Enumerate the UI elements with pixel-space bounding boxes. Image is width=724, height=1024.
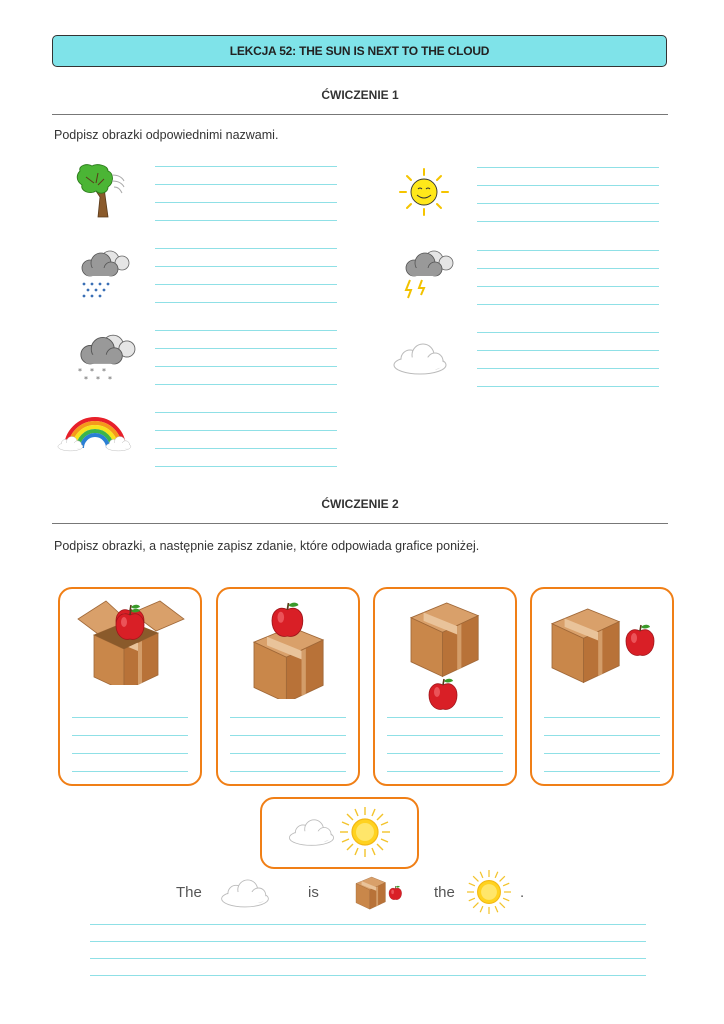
sentence-word-is: is	[308, 884, 319, 901]
answer-lines[interactable]	[155, 330, 337, 402]
answer-lines[interactable]	[155, 166, 337, 238]
apple-on-box-icon	[240, 599, 336, 699]
answer-lines[interactable]	[72, 700, 188, 772]
answer-lines[interactable]	[155, 248, 337, 320]
apple-next-to-box-icon	[544, 603, 660, 687]
example-card	[260, 797, 419, 869]
preposition-card-next-to	[530, 587, 674, 786]
exercise-2-instruction: Podpisz obrazki, a następnie zapisz zdanie, które odpowiada grafice poniżej.	[54, 539, 480, 553]
answer-lines[interactable]	[477, 250, 659, 322]
exercise-1-divider	[52, 114, 668, 115]
rainbow-icon	[56, 412, 134, 458]
svg-text:*: *	[96, 375, 100, 384]
sentence-cloud-icon	[218, 876, 274, 910]
apple-under-box-icon	[397, 599, 493, 711]
windy-tree-icon	[72, 162, 132, 220]
sentence-box-apple-icon	[354, 876, 404, 910]
svg-text:*: *	[108, 375, 112, 384]
svg-text:*: *	[90, 367, 94, 376]
exercise-1-instruction: Podpisz obrazki odpowiednimi nazwami.	[54, 128, 279, 142]
answer-lines[interactable]	[544, 700, 660, 772]
sentence-sun-icon	[466, 870, 512, 914]
exercise-2-divider	[52, 523, 668, 524]
preposition-card-on	[216, 587, 360, 786]
exercise-2-title: ĆWICZENIE 2	[321, 497, 399, 511]
answer-lines[interactable]	[477, 332, 659, 404]
answer-lines[interactable]	[230, 700, 346, 772]
sentence-answer-lines[interactable]	[90, 924, 646, 992]
lesson-title: LEKCJA 52: THE SUN IS NEXT TO THE CLOUD	[52, 35, 667, 67]
apple-in-box-icon	[76, 597, 186, 685]
svg-text:*: *	[84, 375, 88, 384]
sentence-word-the: The	[176, 884, 202, 901]
cloud-icon	[390, 338, 452, 376]
sentence-word-the-2: the	[434, 884, 455, 901]
answer-lines[interactable]	[477, 167, 659, 239]
answer-lines[interactable]	[155, 412, 337, 484]
sentence-period: .	[520, 884, 525, 901]
answer-lines[interactable]	[387, 700, 503, 772]
preposition-card-under	[373, 587, 517, 786]
svg-text:*: *	[102, 367, 106, 376]
svg-text:*: *	[78, 367, 82, 376]
exercise-1-title: ĆWICZENIE 1	[321, 88, 399, 102]
snow-cloud-icon	[70, 330, 138, 386]
storm-cloud-icon	[398, 248, 458, 302]
preposition-card-in	[58, 587, 202, 786]
cloud-next-to-sun-icon	[268, 803, 411, 863]
rain-cloud-icon	[74, 248, 132, 302]
sun-icon	[396, 166, 452, 218]
